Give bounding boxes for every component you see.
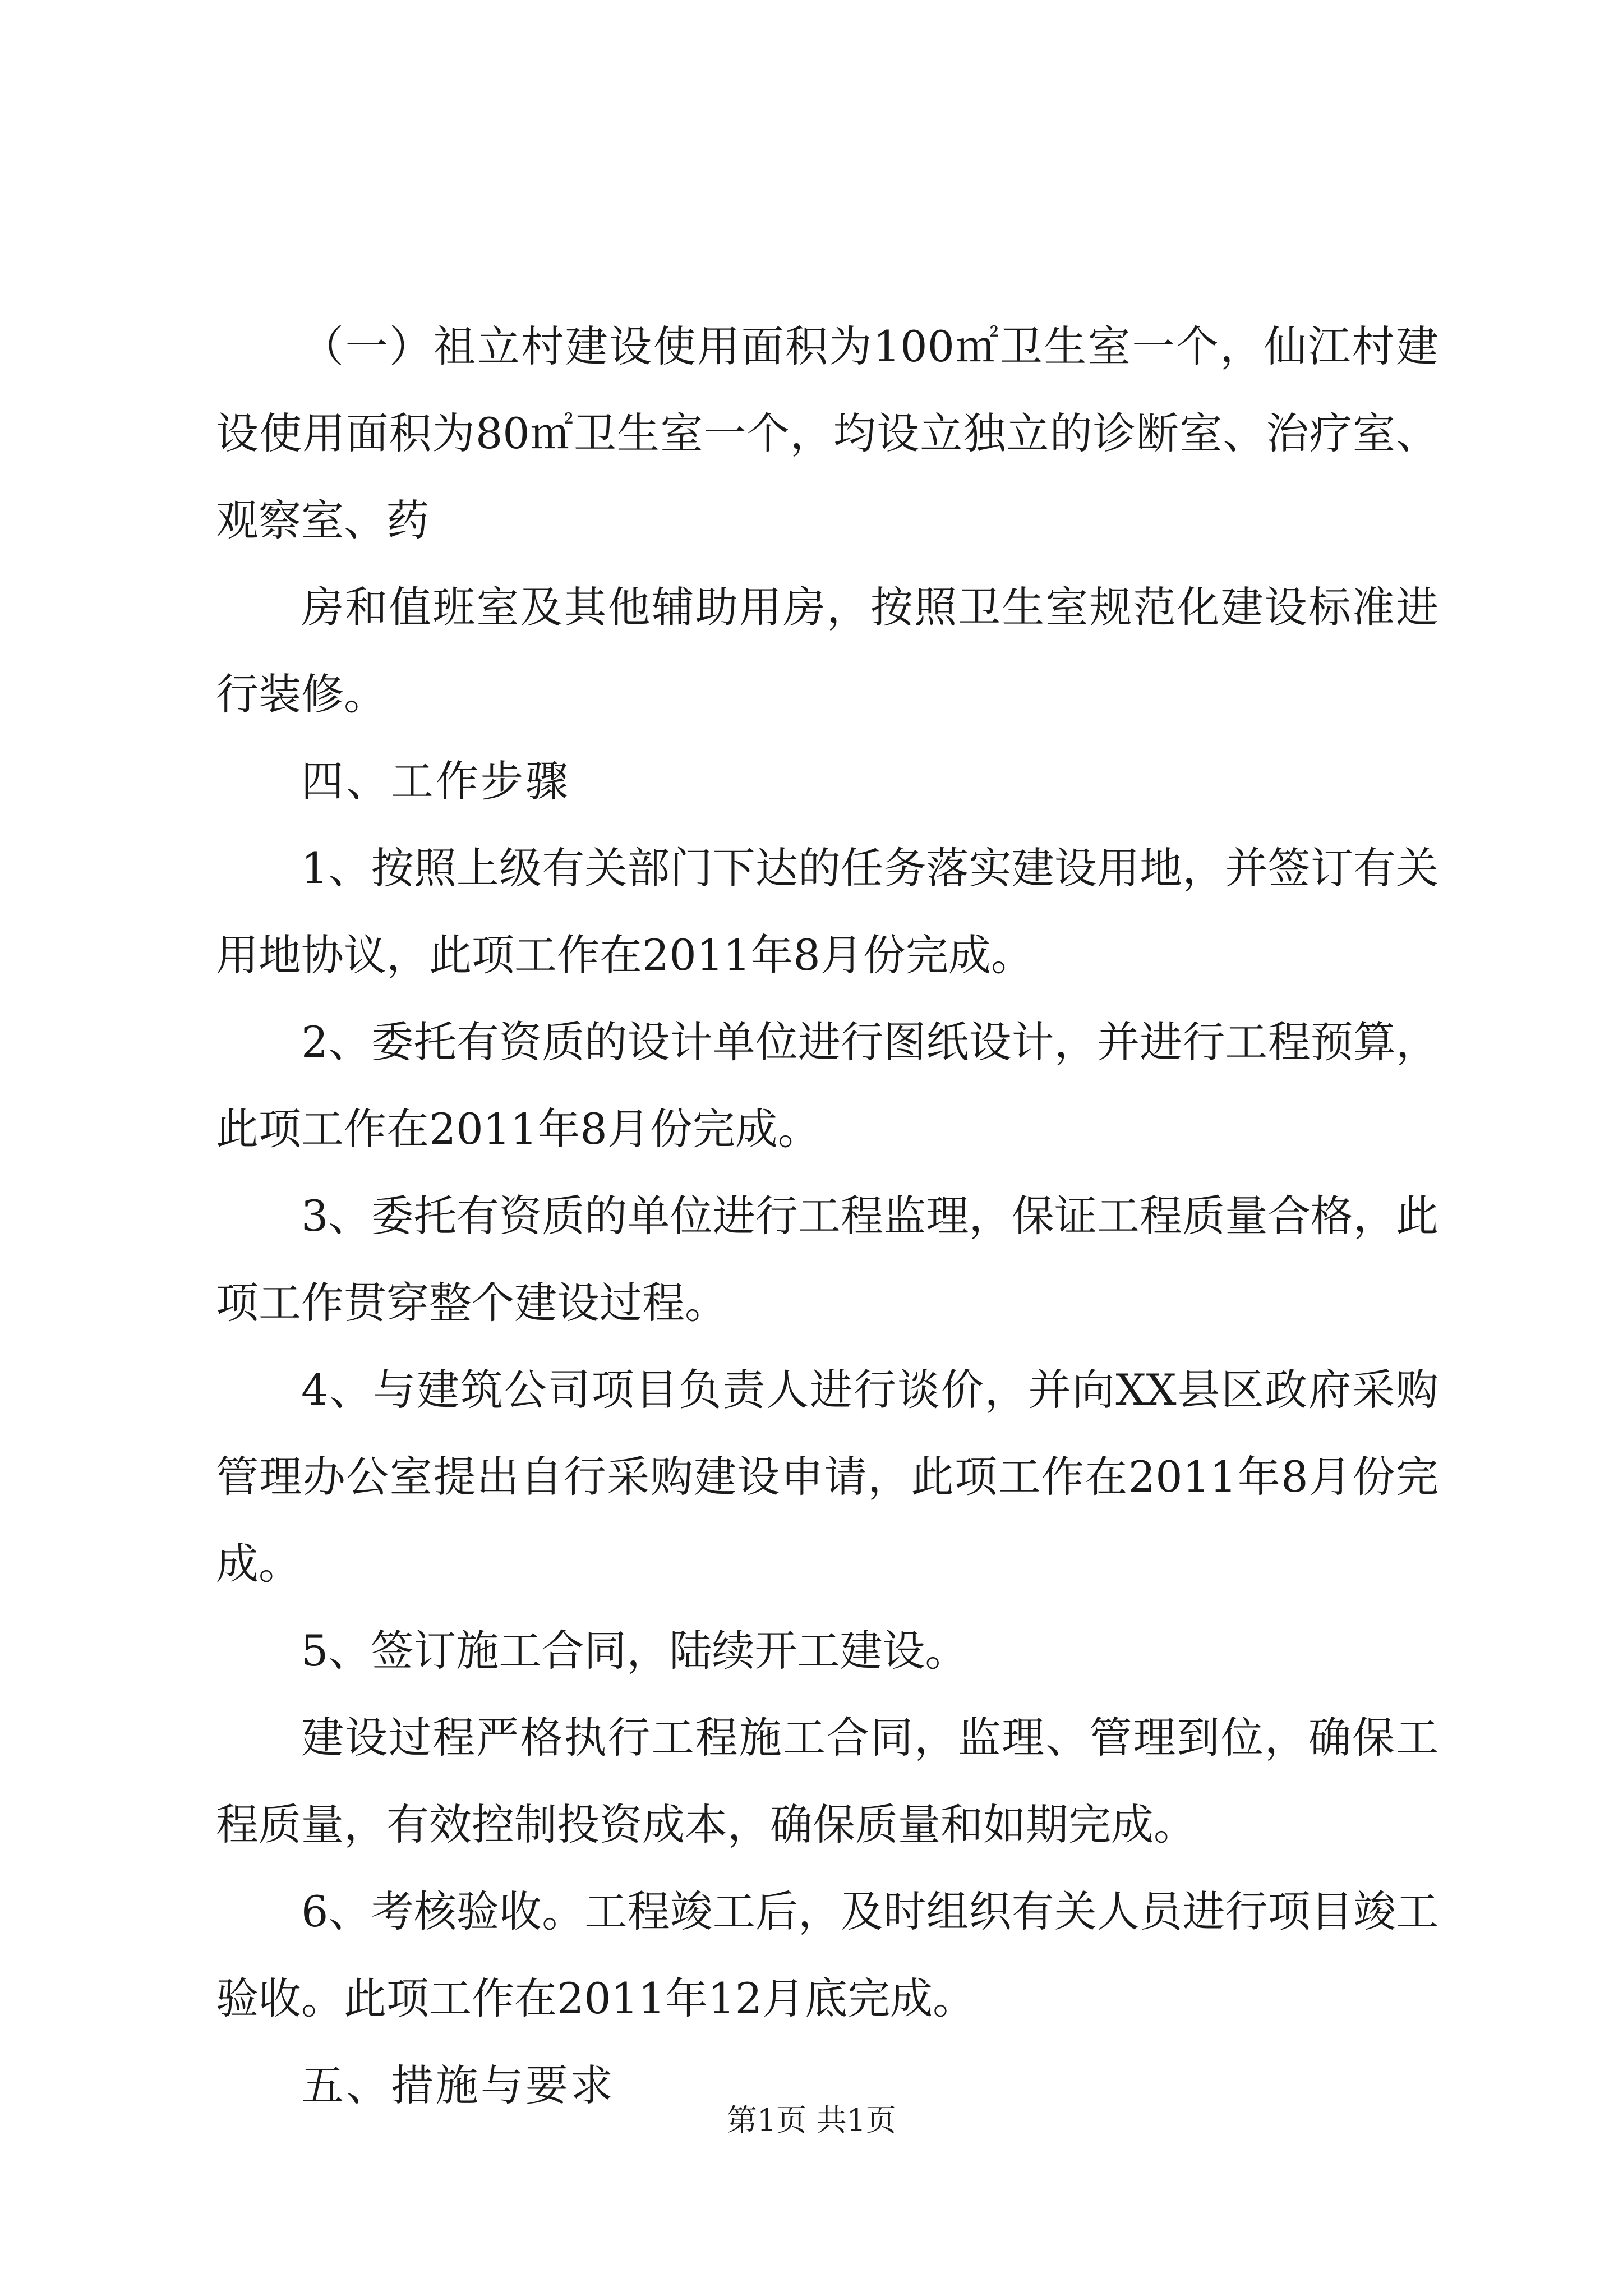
document-body [216,303,1438,2129]
section-heading-work-steps: 四、工作步骤 [301,756,570,806]
step-3-supervision: 3、委托有资质的单位进行工程监理，保证工程质量合格，此项工作贯穿整个建设过程。 [216,1191,1438,1328]
step-1-land: 1、按照上级有关部门下达的任务落实建设用地，并签订有关用地协议，此项工作在2011年8月份完成。 [216,843,1438,980]
step-4-procurement: 4、与建筑公司项目负责人进行谈价，并向XX县区政府采购管理办公室提出自行采购建设申请，此项工作在2011年8月份完成。 [216,1365,1438,1589]
page-footer: 第1页 共1页 [727,2102,896,2138]
step-6-acceptance: 6、考核验收。工程竣工后，及时组织有关人员进行项目竣工验收。此项工作在2011年12月底完成。 [216,1887,1438,2023]
section-heading-measures: 五、措施与要求 [301,2060,615,2110]
paragraph-clinic-rooms: 房和值班室及其他辅助用房，按照卫生室规范化建设标准进行装修。 [216,582,1438,719]
paragraph-construction-process: 建设过程严格执行工程施工合同，监理、管理到位，确保工程质量，有效控制投资成本，确保质量和如期完成。 [216,1713,1438,1849]
paragraph-clinic-construction: （一）祖立村建设使用面积为100㎡卫生室一个，仙江村建设使用面积为80㎡卫生室一个，均设立独立的诊断室、治疗室、观察室、药 [216,321,1438,545]
step-2-design: 2、委托有资质的设计单位进行图纸设计，并进行工程预算，此项工作在2011年8月份完成。 [216,1017,1438,1154]
step-5-contract: 5、签订施工合同，陆续开工建设。 [301,1626,968,1676]
